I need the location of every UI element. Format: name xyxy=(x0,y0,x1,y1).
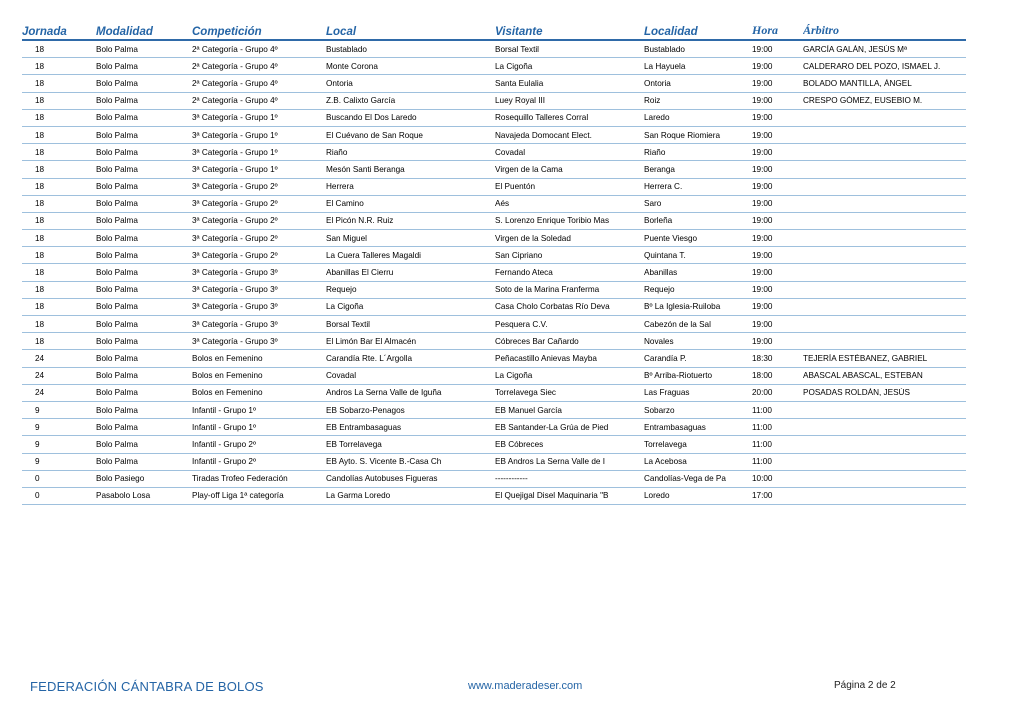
cell-arbitro: ABASCAL ABASCAL, ESTEBAN xyxy=(803,371,923,381)
table-row xyxy=(22,454,966,471)
cell-hora: 19:00 xyxy=(752,113,773,123)
cell-visitante: Covadal xyxy=(495,147,526,157)
cell-modalidad: Bolo Palma xyxy=(96,182,138,192)
table-row xyxy=(22,419,966,436)
cell-modalidad: Bolo Palma xyxy=(96,457,138,467)
cell-visitante: Fernando Ateca xyxy=(495,268,553,278)
table-row xyxy=(22,368,966,385)
header-visitante: Visitante xyxy=(495,26,543,38)
cell-hora: 19:00 xyxy=(752,268,773,278)
cell-localidad: Torrelavega xyxy=(644,439,687,449)
cell-modalidad: Bolo Palma xyxy=(96,164,138,174)
cell-local: Ontoria xyxy=(326,78,353,88)
cell-visitante: Luey Royal III xyxy=(495,96,546,106)
table-row xyxy=(22,75,966,92)
cell-localidad: Puente Viesgo xyxy=(644,233,698,243)
cell-local: El Picón N.R. Ruiz xyxy=(326,216,394,226)
cell-visitante: EB Cóbreces xyxy=(495,439,544,449)
cell-hora: 19:00 xyxy=(752,199,773,209)
cell-visitante: Rosequillo Talleres Corral xyxy=(495,113,589,123)
cell-competicion: Bolos en Femenino xyxy=(192,388,263,398)
table-row xyxy=(22,264,966,281)
table-row xyxy=(22,213,966,230)
cell-modalidad: Bolo Palma xyxy=(96,388,138,398)
cell-competicion: 3ª Categoría - Grupo 2º xyxy=(192,182,278,192)
cell-hora: 11:00 xyxy=(752,439,772,449)
cell-local: El Limón Bar El Almacén xyxy=(326,336,417,346)
cell-localidad: Borleña xyxy=(644,216,673,226)
cell-jornada: 18 xyxy=(35,147,45,157)
cell-localidad: Las Fraguas xyxy=(644,388,690,398)
cell-localidad: Quintana T. xyxy=(644,250,686,260)
footer-organization: FEDERACIÓN CÁNTABRA DE BOLOS xyxy=(30,679,264,694)
cell-visitante: Aés xyxy=(495,199,510,209)
cell-competicion: Infantil - Grupo 2º xyxy=(192,457,256,467)
cell-visitante: EB Manuel García xyxy=(495,405,562,415)
cell-jornada: 24 xyxy=(35,353,45,363)
cell-jornada: 18 xyxy=(35,182,45,192)
cell-jornada: 18 xyxy=(35,44,45,54)
table-row xyxy=(22,230,966,247)
cell-arbitro: CALDERARO DEL POZO, ISMAEL J. xyxy=(803,61,941,71)
cell-hora: 19:00 xyxy=(752,96,773,106)
table-row xyxy=(22,110,966,127)
cell-modalidad: Bolo Palma xyxy=(96,302,138,312)
header-jornada: Jornada xyxy=(22,26,67,38)
cell-jornada: 18 xyxy=(35,113,45,123)
header-localidad: Localidad xyxy=(644,26,698,38)
cell-jornada: 18 xyxy=(35,61,45,71)
cell-competicion: Infantil - Grupo 1º xyxy=(192,405,256,415)
cell-hora: 10:00 xyxy=(752,474,773,484)
table-row xyxy=(22,316,966,333)
cell-localidad: Requejo xyxy=(644,285,675,295)
cell-visitante: Peñacastillo Anievas Mayba xyxy=(495,353,597,363)
cell-local: Covadal xyxy=(326,371,357,381)
table-row xyxy=(22,179,966,196)
table-row xyxy=(22,333,966,350)
cell-visitante: ------------ xyxy=(495,474,528,484)
cell-jornada: 24 xyxy=(35,388,45,398)
cell-modalidad: Bolo Palma xyxy=(96,130,138,140)
cell-hora: 19:00 xyxy=(752,233,773,243)
cell-competicion: 3ª Categoría - Grupo 2º xyxy=(192,233,278,243)
cell-visitante: La Cigoña xyxy=(495,371,533,381)
cell-arbitro: TEJERÍA ESTÉBANEZ, GABRIEL xyxy=(803,353,928,363)
cell-competicion: 2ª Categoría - Grupo 4º xyxy=(192,96,278,106)
cell-local: Carandía Rte. L´Argolla xyxy=(326,353,413,363)
cell-visitante: Borsal Textil xyxy=(495,44,539,54)
cell-local: San Miguel xyxy=(326,233,367,243)
cell-local: Mesón Santi Beranga xyxy=(326,164,405,174)
cell-hora: 19:00 xyxy=(752,285,773,295)
cell-visitante: El Puentón xyxy=(495,182,536,192)
cell-visitante: EB Andros La Serna Valle de I xyxy=(495,457,605,467)
cell-local: Requejo xyxy=(326,285,357,295)
table-row xyxy=(22,282,966,299)
table-row xyxy=(22,144,966,161)
cell-jornada: 18 xyxy=(35,336,45,346)
cell-visitante: EB Santander-La Grúa de Pied xyxy=(495,422,609,432)
cell-modalidad: Pasabolo Losa xyxy=(96,491,151,501)
cell-modalidad: Bolo Palma xyxy=(96,61,138,71)
cell-localidad: La Hayuela xyxy=(644,61,686,71)
table-row xyxy=(22,196,966,213)
cell-modalidad: Bolo Pasiego xyxy=(96,474,145,484)
header-arbitro: Árbitro xyxy=(803,23,840,37)
cell-competicion: 3ª Categoría - Grupo 3º xyxy=(192,302,278,312)
footer-website-link[interactable]: www.maderadeser.com xyxy=(468,680,583,692)
cell-localidad: Bustablado xyxy=(644,44,685,54)
cell-modalidad: Bolo Palma xyxy=(96,405,138,415)
cell-competicion: 3ª Categoría - Grupo 1º xyxy=(192,113,278,123)
cell-local: EB Entrambasaguas xyxy=(326,422,402,432)
cell-competicion: 3ª Categoría - Grupo 2º xyxy=(192,216,278,226)
cell-hora: 19:00 xyxy=(752,147,773,157)
cell-localidad: Entrambasaguas xyxy=(644,422,706,432)
cell-localidad: Novales xyxy=(644,336,674,346)
cell-jornada: 9 xyxy=(35,422,40,432)
cell-hora: 19:00 xyxy=(752,130,773,140)
cell-local: EB Torrelavega xyxy=(326,439,382,449)
cell-localidad: Saro xyxy=(644,199,662,209)
table-row xyxy=(22,402,966,419)
cell-modalidad: Bolo Palma xyxy=(96,285,138,295)
cell-modalidad: Bolo Palma xyxy=(96,147,138,157)
schedule-table xyxy=(22,20,966,505)
cell-competicion: 3ª Categoría - Grupo 2º xyxy=(192,199,278,209)
cell-competicion: 3ª Categoría - Grupo 3º xyxy=(192,268,278,278)
cell-arbitro: GARCÍA GALÁN, JESÚS Mª xyxy=(803,44,908,54)
cell-visitante: S. Lorenzo Enrique Toribio Mas xyxy=(495,216,610,226)
cell-jornada: 0 xyxy=(35,491,40,501)
cell-hora: 11:00 xyxy=(752,422,772,432)
cell-local: La Garma Loredo xyxy=(326,491,391,501)
cell-localidad: Roiz xyxy=(644,96,661,106)
table-row xyxy=(22,471,966,488)
cell-modalidad: Bolo Palma xyxy=(96,78,138,88)
cell-modalidad: Bolo Palma xyxy=(96,250,138,260)
table-row xyxy=(22,41,966,58)
cell-modalidad: Bolo Palma xyxy=(96,371,138,381)
cell-localidad: Herrera C. xyxy=(644,182,683,192)
cell-hora: 19:00 xyxy=(752,319,773,329)
cell-competicion: 3ª Categoría - Grupo 1º xyxy=(192,130,278,140)
cell-hora: 19:00 xyxy=(752,182,773,192)
cell-hora: 19:00 xyxy=(752,302,773,312)
table-row xyxy=(22,247,966,264)
cell-local: Z.B. Calixto García xyxy=(326,96,396,106)
cell-visitante: Cóbreces Bar Cañardo xyxy=(495,336,579,346)
cell-visitante: Soto de la Marina Franferma xyxy=(495,285,600,295)
cell-modalidad: Bolo Palma xyxy=(96,336,138,346)
cell-jornada: 18 xyxy=(35,96,45,106)
cell-jornada: 18 xyxy=(35,199,45,209)
table-header xyxy=(22,20,966,41)
cell-visitante: Santa Eulalia xyxy=(495,78,544,88)
cell-competicion: Infantil - Grupo 2º xyxy=(192,439,256,449)
cell-modalidad: Bolo Palma xyxy=(96,96,138,106)
cell-modalidad: Bolo Palma xyxy=(96,113,138,123)
cell-jornada: 9 xyxy=(35,405,40,415)
cell-modalidad: Bolo Palma xyxy=(96,199,138,209)
cell-localidad: Loredo xyxy=(644,491,670,501)
cell-jornada: 18 xyxy=(35,78,45,88)
cell-local: La Cuera Talleres Magaldi xyxy=(326,250,421,260)
header-hora: Hora xyxy=(752,23,779,37)
cell-hora: 20:00 xyxy=(752,388,773,398)
cell-jornada: 18 xyxy=(35,233,45,243)
cell-visitante: Casa Cholo Corbatas Río Deva xyxy=(495,302,610,312)
cell-competicion: Bolos en Femenino xyxy=(192,353,263,363)
cell-competicion: Bolos en Femenino xyxy=(192,371,263,381)
cell-arbitro: BOLADO MANTILLA, ÁNGEL xyxy=(803,78,912,88)
cell-visitante: Navajeda Domocant Elect. xyxy=(495,130,592,140)
table-row xyxy=(22,58,966,75)
cell-visitante: Torrelavega Siec xyxy=(495,388,556,398)
cell-arbitro: POSADAS ROLDÁN, JESÚS xyxy=(803,388,910,398)
cell-jornada: 9 xyxy=(35,439,40,449)
cell-localidad: Cabezón de la Sal xyxy=(644,319,711,329)
cell-jornada: 18 xyxy=(35,250,45,260)
cell-visitante: San Cipriano xyxy=(495,250,543,260)
cell-localidad: Laredo xyxy=(644,113,670,123)
cell-visitante: Virgen de la Soledad xyxy=(495,233,571,243)
cell-hora: 18:00 xyxy=(752,371,773,381)
cell-jornada: 18 xyxy=(35,216,45,226)
cell-modalidad: Bolo Palma xyxy=(96,233,138,243)
table-body xyxy=(22,41,966,505)
cell-localidad: Carandía P. xyxy=(644,353,687,363)
cell-localidad: Beranga xyxy=(644,164,675,174)
cell-hora: 19:00 xyxy=(752,164,773,174)
cell-local: Monte Corona xyxy=(326,61,378,71)
cell-visitante: Virgen de la Cama xyxy=(495,164,563,174)
cell-visitante: La Cigoña xyxy=(495,61,533,71)
header-modalidad: Modalidad xyxy=(96,26,153,38)
cell-arbitro: CRESPO GÓMEZ, EUSEBIO M. xyxy=(803,96,923,106)
cell-localidad: Candolías-Vega de Pa xyxy=(644,474,726,484)
cell-localidad: Riaño xyxy=(644,147,666,157)
cell-jornada: 24 xyxy=(35,371,45,381)
cell-competicion: 3ª Categoría - Grupo 3º xyxy=(192,336,278,346)
cell-localidad: Bº La Iglesia-Ruiloba xyxy=(644,302,721,312)
cell-hora: 18:30 xyxy=(752,353,773,363)
cell-competicion: 2ª Categoría - Grupo 4º xyxy=(192,44,278,54)
table-row xyxy=(22,127,966,144)
cell-hora: 11:00 xyxy=(752,457,772,467)
cell-modalidad: Bolo Palma xyxy=(96,439,138,449)
cell-localidad: Abanillas xyxy=(644,268,678,278)
cell-localidad: Bº Arriba-Riotuerto xyxy=(644,371,713,381)
cell-localidad: La Acebosa xyxy=(644,457,687,467)
cell-hora: 19:00 xyxy=(752,78,773,88)
cell-local: Andros La Serna Valle de Iguña xyxy=(326,388,442,398)
cell-local: Bustablado xyxy=(326,44,367,54)
cell-local: Riaño xyxy=(326,147,348,157)
cell-jornada: 18 xyxy=(35,302,45,312)
cell-localidad: San Roque Riomiera xyxy=(644,130,721,140)
cell-modalidad: Bolo Palma xyxy=(96,353,138,363)
cell-local: El Camino xyxy=(326,199,364,209)
cell-competicion: 3ª Categoría - Grupo 3º xyxy=(192,319,278,329)
cell-jornada: 18 xyxy=(35,319,45,329)
cell-modalidad: Bolo Palma xyxy=(96,216,138,226)
cell-jornada: 18 xyxy=(35,268,45,278)
cell-competicion: Play-off Liga 1ª categoría xyxy=(192,491,284,501)
cell-local: EB Ayto. S. Vicente B.-Casa Ch xyxy=(326,457,442,467)
cell-visitante: Pesquera C.V. xyxy=(495,319,548,329)
cell-hora: 11:00 xyxy=(752,405,772,415)
cell-local: Borsal Textil xyxy=(326,319,370,329)
cell-hora: 19:00 xyxy=(752,336,773,346)
table-row xyxy=(22,161,966,178)
header-local: Local xyxy=(326,26,357,38)
cell-local: Herrera xyxy=(326,182,354,192)
cell-hora: 17:00 xyxy=(752,491,773,501)
cell-local: La Cigoña xyxy=(326,302,364,312)
cell-local: Abanillas El Cierru xyxy=(326,268,394,278)
cell-local: EB Sobarzo-Penagos xyxy=(326,405,405,415)
cell-competicion: Tiradas Trofeo Federación xyxy=(192,474,288,484)
cell-competicion: 2ª Categoría - Grupo 4º xyxy=(192,61,278,71)
cell-local: Buscando El Dos Laredo xyxy=(326,113,417,123)
cell-local: El Cuévano de San Roque xyxy=(326,130,423,140)
cell-local: Candolías Autobuses Figueras xyxy=(326,474,438,484)
table-row xyxy=(22,299,966,316)
cell-hora: 19:00 xyxy=(752,44,773,54)
table-row xyxy=(22,93,966,110)
cell-jornada: 9 xyxy=(35,457,40,467)
cell-modalidad: Bolo Palma xyxy=(96,319,138,329)
cell-visitante: El Quejigal Disel Maquinaria "B xyxy=(495,491,609,501)
cell-hora: 19:00 xyxy=(752,61,773,71)
cell-competicion: 3ª Categoría - Grupo 1º xyxy=(192,164,278,174)
header-competicion: Competición xyxy=(192,26,262,38)
table-row xyxy=(22,436,966,453)
cell-competicion: 3ª Categoría - Grupo 3º xyxy=(192,285,278,295)
cell-competicion: 3ª Categoría - Grupo 2º xyxy=(192,250,278,260)
table-row xyxy=(22,350,966,367)
table-row xyxy=(22,385,966,402)
cell-localidad: Sobarzo xyxy=(644,405,675,415)
cell-modalidad: Bolo Palma xyxy=(96,422,138,432)
cell-competicion: Infantil - Grupo 1º xyxy=(192,422,256,432)
cell-modalidad: Bolo Palma xyxy=(96,44,138,54)
cell-jornada: 18 xyxy=(35,285,45,295)
table-row xyxy=(22,488,966,505)
cell-hora: 19:00 xyxy=(752,250,773,260)
cell-modalidad: Bolo Palma xyxy=(96,268,138,278)
footer-page-number: Página 2 de 2 xyxy=(834,680,896,691)
cell-jornada: 0 xyxy=(35,474,40,484)
cell-jornada: 18 xyxy=(35,130,45,140)
cell-competicion: 3ª Categoría - Grupo 1º xyxy=(192,147,278,157)
cell-hora: 19:00 xyxy=(752,216,773,226)
cell-competicion: 2ª Categoría - Grupo 4º xyxy=(192,78,278,88)
cell-jornada: 18 xyxy=(35,164,45,174)
cell-localidad: Ontoria xyxy=(644,78,671,88)
